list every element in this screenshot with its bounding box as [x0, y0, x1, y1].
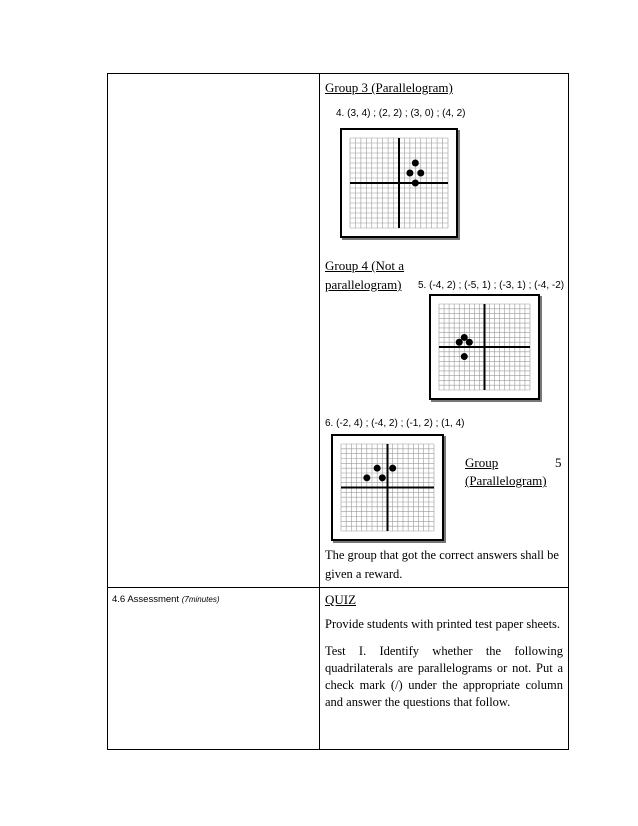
assessment-time: (7minutes) [181, 595, 220, 604]
group3-coordinate-grid [340, 128, 458, 238]
group4-coordinate-grid [429, 294, 540, 400]
quiz-instruction: Provide students with printed test paper sheets. [325, 617, 561, 631]
grid-svg [342, 130, 456, 236]
plotted-point [456, 339, 463, 346]
grid-svg [333, 436, 442, 539]
group4-coords: 5. (-4, 2) ; (-5, 1) ; (-3, 1) ; (-4, -2) [418, 280, 565, 291]
group5-coords: 6. (-2, 4) ; (-4, 2) ; (-1, 2) ; (1, 4) [325, 418, 465, 429]
plotted-point [417, 170, 424, 177]
test-instructions: Test I. Identify whether the following quadrilaterals are parallelograms or not. Put a check mark (/) under the appropriate column and answer the questions that follow. [325, 644, 563, 709]
column-divider [319, 74, 320, 749]
plotted-point [374, 465, 381, 472]
lesson-table [107, 73, 569, 750]
plotted-point [379, 474, 386, 481]
grid-svg [431, 296, 538, 398]
quiz-title: QUIZ [325, 592, 357, 607]
plotted-point [461, 353, 468, 360]
group5-title-number: 5 [555, 455, 562, 470]
plotted-point [412, 160, 419, 167]
reward-text: The group that got the correct answers shall be given a reward. [325, 548, 559, 581]
group5-title-line2: (Parallelogram) [465, 473, 547, 488]
group4-title-line2: parallelogram) [325, 277, 402, 292]
group3-title: Group 3 (Parallelogram) [325, 80, 453, 95]
plotted-point [412, 180, 419, 187]
assessment-label-text: 4.6 Assessment [112, 594, 180, 605]
group5-title-word: Group [465, 455, 499, 470]
plotted-point [466, 339, 473, 346]
row-divider [108, 587, 568, 588]
assessment-label [112, 594, 220, 605]
plotted-point [406, 170, 413, 177]
plotted-point [363, 474, 370, 481]
plotted-point [389, 465, 396, 472]
group4-title-line1: Group 4 (Not a [325, 258, 405, 273]
group3-coords: 4. (3, 4) ; (2, 2) ; (3, 0) ; (4, 2) [336, 108, 466, 119]
group5-coordinate-grid [331, 434, 444, 541]
